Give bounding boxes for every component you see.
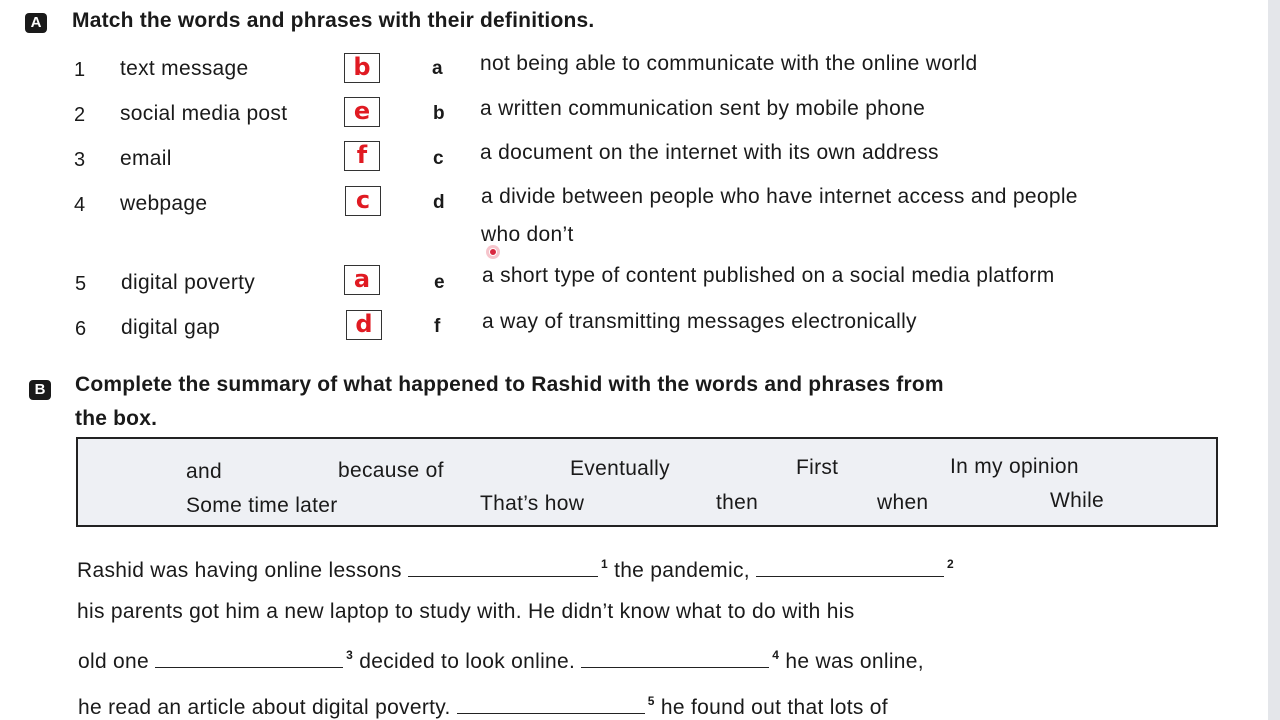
answer-box[interactable]: f [344, 141, 380, 171]
summary-text: he found out that lots of [660, 696, 888, 719]
definition-text: a divide between people who have internet access and people [481, 185, 1078, 208]
item-word: text message [120, 57, 249, 80]
word-box [76, 437, 1218, 527]
gap-blank-1[interactable] [408, 559, 598, 577]
summary-text: he was online, [785, 650, 924, 673]
answer-box[interactable]: d [346, 310, 382, 340]
item-word: digital gap [121, 316, 221, 339]
item-number: 2 [74, 104, 86, 126]
gap-blank-2[interactable] [756, 559, 944, 577]
answer-box[interactable]: a [344, 265, 380, 295]
item-number: 4 [74, 194, 86, 216]
definition-letter: e [434, 272, 445, 293]
section-b-title-continued: the box. [75, 407, 158, 430]
gap-number: 5 [647, 694, 655, 708]
definition-letter: c [433, 148, 444, 169]
definition-letter: b [433, 103, 445, 124]
box-word: While [1050, 489, 1105, 512]
box-word: and [186, 460, 222, 483]
item-number: 6 [75, 318, 87, 340]
item-number: 1 [74, 59, 86, 81]
summary-text: decided to look online. [359, 650, 576, 673]
gap-number: 3 [346, 648, 354, 662]
box-word: First [796, 456, 839, 479]
box-word: because of [338, 459, 444, 482]
section-b-badge: B [29, 380, 51, 400]
definition-text: a way of transmitting messages electronically [482, 310, 917, 333]
definition-text: not being able to communicate with the online world [480, 52, 978, 75]
box-word: Some time later [186, 494, 338, 517]
definition-letter: d [433, 192, 445, 213]
gap-blank-4[interactable] [581, 650, 769, 668]
box-word: Eventually [570, 457, 670, 480]
summary-text: old one [78, 650, 149, 673]
summary-text: he read an article about digital poverty. [78, 696, 451, 719]
gap-number: 1 [600, 557, 608, 571]
gap-blank-3[interactable] [155, 650, 343, 668]
definition-letter: a [432, 58, 443, 79]
section-b-title: Complete the summary of what happened to Rashid with the words and phrases from [75, 373, 944, 396]
item-number: 5 [75, 273, 87, 295]
summary-text: the pandemic, [614, 559, 750, 582]
item-word: social media post [120, 102, 288, 125]
definition-text-continued: who don’t [481, 223, 574, 246]
box-word: then [716, 491, 759, 514]
summary-text: Rashid was having online lessons [77, 559, 402, 582]
item-number: 3 [74, 149, 86, 171]
definition-text: a document on the internet with its own address [480, 141, 939, 164]
summary-line-1 [77, 557, 954, 583]
summary-line-2: his parents got him a new laptop to study with. He didn’t know what to do with his [77, 600, 855, 623]
answer-box[interactable]: e [344, 97, 380, 127]
pointer-cursor-icon [486, 245, 500, 259]
section-a-badge: A [25, 13, 47, 33]
box-word: when [877, 491, 929, 514]
gap-number: 4 [772, 648, 780, 662]
definition-text: a short type of content published on a social media platform [482, 264, 1055, 287]
summary-line-3 [78, 648, 924, 674]
item-word: email [120, 147, 172, 170]
item-word: digital poverty [121, 271, 256, 294]
right-edge-panel [1268, 0, 1280, 720]
box-word: That’s how [480, 492, 585, 515]
item-word: webpage [120, 192, 208, 215]
gap-number: 2 [947, 557, 955, 571]
section-a-title: Match the words and phrases with their definitions. [72, 9, 595, 32]
summary-line-4 [78, 694, 888, 720]
box-word: In my opinion [950, 455, 1079, 478]
definition-letter: f [434, 316, 441, 337]
answer-box[interactable]: c [345, 186, 381, 216]
answer-box[interactable]: b [344, 53, 380, 83]
gap-blank-5[interactable] [457, 696, 645, 714]
definition-text: a written communication sent by mobile phone [480, 97, 926, 120]
